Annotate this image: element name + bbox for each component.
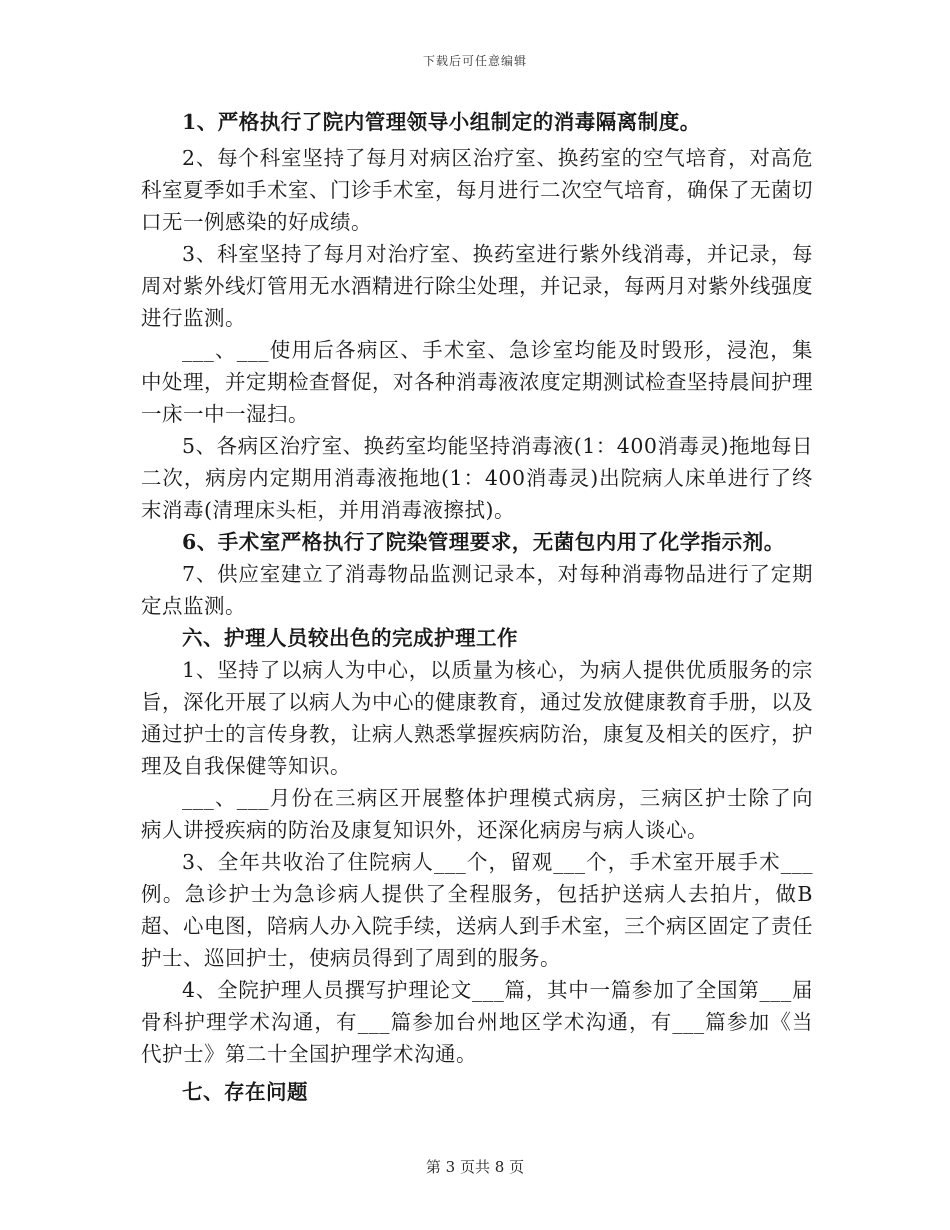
document-body [141,106,813,1108]
paragraph-6: 6、手术室严格执行了院染管理要求，无菌包内用了化学指示剂。 [182,530,785,554]
section-heading-7: 七、存在问题 [182,1080,308,1104]
paragraph-4: ___、___使用后各病区、手术室、急诊室均能及时毁形，浸泡，集中处理，并定期检查督促，对各种消毒液浓度定期测试检查坚持晨间护理一床一中一湿扫。 [141,338,813,426]
paragraph-5: 5、各病区治疗室、换药室均能坚持消毒液(1：400消毒灵)拖地每日二次，病房内定期用消毒液拖地(1：400消毒灵)出院病人床单进行了终末消毒(清理床头柜，并用消毒液擦拭)。 [141,434,813,522]
paragraph-1: 1、严格执行了院内管理领导小组制定的消毒隔离制度。 [182,110,701,134]
section-heading-6: 六、护理人员较出色的完成护理工作 [182,626,518,650]
page-header: 下载后可任意编辑 [422,54,527,68]
page-footer: 第 3 页共 8 页 [425,1158,525,1176]
paragraph-10: 3、全年共收治了住院病人___个，留观___个，手术室开展手术___例。急诊护士为急诊病人提供了全程服务，包括护送病人去拍片，做B超、心电图，陪病人办入院手续，送病人到手术室，三个病区固定了责任护士、巡回护士，使病员得到了周到的服务。 [141,850,813,970]
paragraph-3: 3、科室坚持了每月对治疗室、换药室进行紫外线消毒，并记录，每周对紫外线灯管用无水酒精进行除尘处理，并记录，每两月对紫外线强度进行监测。 [141,242,813,330]
paragraph-7: 7、供应室建立了消毒物品监测记录本，对每种消毒物品进行了定期定点监测。 [141,562,813,618]
paragraph-9: ___、___月份在三病区开展整体护理模式病房，三病区护士除了向病人讲授疾病的防治及康复知识外，还深化病房与病人谈心。 [141,786,813,842]
paragraph-2: 2、每个科室坚持了每月对病区治疗室、换药室的空气培育，对高危科室夏季如手术室、门诊手术室，每月进行二次空气培育，确保了无菌切口无一例感染的好成绩。 [141,146,813,234]
paragraph-11: 4、全院护理人员撰写护理论文___篇，其中一篇参加了全国第___届骨科护理学术沟通，有___篇参加台州地区学术沟通，有___篇参加《当代护士》第二十全国护理学术沟通。 [141,978,813,1066]
paragraph-8: 1、坚持了以病人为中心，以质量为核心，为病人提供优质服务的宗旨，深化开展了以病人为中心的健康教育，通过发放健康教育手册，以及通过护士的言传身教，让病人熟悉掌握疾病防治，康复及相关的医疗，护理及自我保健等知识。 [141,658,813,778]
